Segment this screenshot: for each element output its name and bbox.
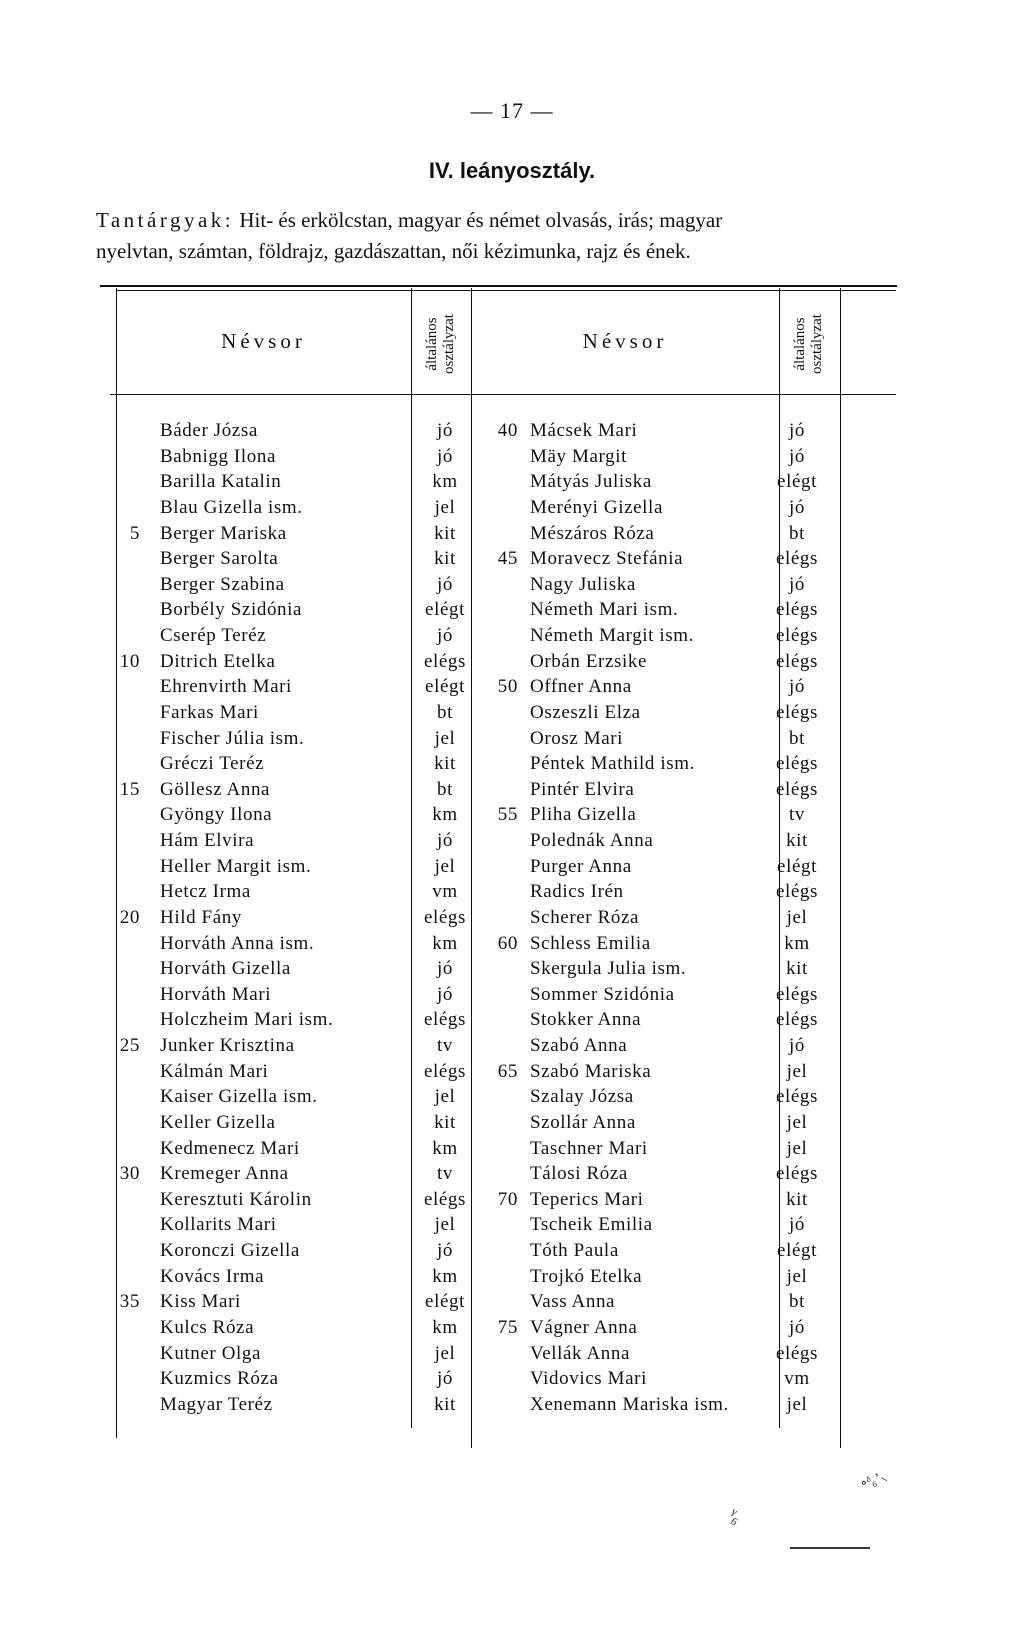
grade-value: elégt	[425, 599, 465, 621]
student-name: Kovács Irma	[160, 1265, 265, 1287]
student-name: Orosz Mari	[530, 727, 624, 749]
grade-value: jó	[789, 420, 805, 441]
row-number: 5	[129, 522, 140, 544]
student-name: Moravecz Stefánia	[530, 548, 684, 570]
student-name: Péntek Mathild ism.	[530, 753, 695, 775]
grade-value: elégt	[777, 1240, 817, 1261]
table-row	[478, 982, 858, 1008]
grade-value: jó	[789, 496, 805, 518]
table-row	[478, 444, 858, 470]
student-name: Borbély Szidónia	[160, 599, 303, 621]
student-name: Szollár Anna	[530, 1111, 636, 1133]
grade-value: tv	[789, 804, 805, 826]
student-name: Kálmán Mari	[160, 1060, 269, 1082]
grade-value: jel	[434, 1342, 456, 1364]
table-row	[478, 1007, 858, 1033]
header-grade-right	[779, 300, 839, 388]
table-row	[478, 931, 858, 957]
table-row	[100, 521, 480, 547]
grade-value: vm	[432, 881, 458, 903]
grade-value: elégs	[775, 625, 819, 646]
table-row	[478, 1289, 858, 1315]
student-name: Merényi Gizella	[530, 496, 663, 518]
student-name: Koronczi Gizella	[160, 1240, 300, 1261]
student-name: Skergula Julia ism.	[530, 958, 687, 980]
table-row	[478, 649, 858, 675]
header-grade-left-line1: általános	[423, 317, 440, 371]
row-number: 75	[497, 1316, 518, 1338]
row-number: 35	[119, 1291, 140, 1313]
grade-value: kit	[434, 1393, 456, 1415]
grade-value: jel	[786, 1137, 808, 1159]
grade-value: elégt	[777, 471, 817, 493]
table-row	[478, 674, 858, 700]
student-name: Heller Margit ism.	[160, 855, 312, 877]
header-grade-left-line2: osztályzat	[440, 314, 457, 374]
table-row	[478, 546, 858, 572]
table-row	[478, 1238, 858, 1264]
subjects-line-1	[96, 205, 896, 236]
grade-value: jó	[789, 1035, 805, 1056]
row-number: 15	[119, 778, 140, 800]
student-name: Németh Margit ism.	[530, 625, 695, 646]
grade-value: elégs	[423, 650, 467, 672]
row-number: 10	[119, 650, 140, 672]
table-row	[478, 802, 858, 828]
student-name: Gyöngy Ilona	[160, 804, 273, 826]
grade-value: elégt	[777, 855, 817, 877]
grade-value: jó	[437, 1240, 453, 1261]
student-name: Offner Anna	[530, 676, 632, 698]
student-name: Barilla Katalin	[160, 471, 282, 493]
student-name: Horváth Gizella	[160, 958, 291, 980]
table-row	[478, 726, 858, 752]
student-name: Junker Krisztina	[160, 1035, 295, 1056]
table-row	[478, 1264, 858, 1290]
student-name: Pintér Elvira	[530, 778, 635, 800]
table-row	[100, 879, 480, 905]
table-row	[478, 418, 858, 444]
student-name: Orbán Erzsike	[530, 650, 648, 672]
grade-value: elégt	[425, 1291, 465, 1313]
student-name: Pliha Gizella	[530, 804, 637, 826]
grade-value: tv	[437, 1035, 453, 1056]
grade-value: elégt	[425, 676, 465, 698]
grade-value: jel	[786, 906, 808, 928]
student-name: Oszeszli Elza	[530, 701, 641, 723]
table-row	[478, 1110, 858, 1136]
student-name: Mäy Margit	[530, 445, 627, 467]
table-row	[100, 1161, 480, 1187]
table-row	[100, 674, 480, 700]
grade-value: jó	[789, 1316, 805, 1338]
header-grade-right-line1: általános	[791, 317, 808, 371]
table-row	[478, 1187, 858, 1213]
left-column	[100, 418, 480, 1417]
table-row	[100, 418, 480, 444]
student-name: Scherer Róza	[530, 906, 640, 928]
corner-scribble-2: ᵞ₆	[725, 1503, 747, 1527]
grade-value: elégs	[775, 650, 819, 672]
section-title: IV. leányosztály.	[428, 158, 596, 183]
student-name: Ditrich Etelka	[160, 650, 276, 672]
table-row	[100, 1238, 480, 1264]
table-row	[100, 1059, 480, 1085]
header-name-right: Névsor	[582, 329, 668, 353]
student-name: Ehrenvirth Mari	[160, 676, 292, 698]
table-row	[478, 879, 858, 905]
student-name: Blau Gizella ism.	[160, 496, 303, 518]
grade-value: bt	[789, 522, 805, 544]
table-row	[100, 1033, 480, 1059]
grade-value: elégs	[775, 1086, 819, 1108]
subjects-text-1: Hit- és erkölcstan, magyar és német olvasás, irás; magyar	[234, 208, 723, 232]
grade-value: jel	[786, 1060, 808, 1082]
grade-value: kit	[434, 753, 456, 775]
table-row	[478, 495, 858, 521]
table-row	[478, 777, 858, 803]
student-name: Kuzmics Róza	[160, 1368, 279, 1390]
table-row	[100, 931, 480, 957]
student-name: Németh Mari ism.	[530, 599, 679, 621]
student-name: Kremeger Anna	[160, 1163, 289, 1185]
table-row	[478, 521, 858, 547]
table-row	[100, 1341, 480, 1367]
student-name: Purger Anna	[530, 855, 632, 877]
grade-value: jel	[434, 855, 456, 877]
grade-value: km	[432, 1137, 458, 1159]
student-name: Keller Gizella	[160, 1111, 276, 1133]
student-name: Berger Mariska	[160, 522, 287, 544]
table-row	[478, 905, 858, 931]
row-number: 30	[119, 1163, 140, 1185]
student-name: Hám Elvira	[160, 830, 255, 851]
grade-value: jó	[789, 445, 805, 467]
grade-value: elégs	[775, 778, 819, 800]
student-name: Kollarits Mari	[160, 1214, 277, 1236]
table-row	[100, 1366, 480, 1392]
grade-value: kit	[786, 958, 808, 980]
grade-value: jel	[434, 1214, 456, 1236]
grade-value: bt	[437, 778, 453, 800]
student-name: Tscheik Emilia	[530, 1214, 653, 1236]
student-name: Vass Anna	[530, 1291, 616, 1313]
student-name: Stokker Anna	[530, 1009, 642, 1031]
grade-value: bt	[789, 727, 805, 749]
grade-value: jel	[786, 1265, 808, 1287]
table-row	[100, 623, 480, 649]
table-row	[478, 1161, 858, 1187]
row-number: 50	[497, 676, 518, 698]
student-name: Kaiser Gizella ism.	[160, 1086, 318, 1108]
student-name: Xenemann Mariska ism.	[530, 1393, 729, 1415]
grade-value: jel	[786, 1393, 808, 1415]
student-name: Gréczi Teréz	[160, 753, 265, 775]
table-row	[100, 1212, 480, 1238]
grade-value: elégs	[423, 906, 467, 928]
grade-value: kit	[786, 830, 808, 851]
table-row	[100, 1264, 480, 1290]
grade-value: jel	[786, 1111, 808, 1133]
student-name: Trojkó Etelka	[530, 1265, 643, 1287]
table-row	[478, 1059, 858, 1085]
grade-value: jó	[789, 1214, 805, 1236]
student-name: Horváth Anna ism.	[160, 932, 315, 954]
student-name: Vágner Anna	[530, 1316, 638, 1338]
grade-value: kit	[434, 522, 456, 544]
header-name-left: Névsor	[221, 329, 306, 353]
grade-value: jel	[434, 496, 456, 518]
table-row	[478, 469, 858, 495]
table-row	[100, 751, 480, 777]
grade-value: km	[432, 471, 458, 493]
table-row	[478, 1366, 858, 1392]
student-name: Kulcs Róza	[160, 1316, 255, 1338]
student-name: Mácsek Mari	[530, 420, 638, 441]
table-row	[478, 1341, 858, 1367]
table-row	[100, 1187, 480, 1213]
table-row	[478, 700, 858, 726]
table-row	[478, 1212, 858, 1238]
table-row	[478, 1392, 858, 1418]
table-row	[100, 982, 480, 1008]
grade-value: elégs	[775, 1163, 819, 1185]
student-name: Hild Fány	[160, 906, 242, 928]
student-name: Kutner Olga	[160, 1342, 262, 1364]
table-row	[100, 777, 480, 803]
grade-value: elégs	[775, 548, 819, 570]
subjects-label: Tantárgyak:	[96, 208, 235, 232]
grade-value: elégs	[775, 881, 819, 903]
corner-scribble: ∘ᵟ₆ʼ⸜	[858, 1469, 890, 1492]
grade-value: jó	[437, 830, 453, 851]
grade-value: elégs	[775, 1009, 819, 1031]
grade-value: elégs	[775, 1342, 819, 1364]
table-row	[100, 1007, 480, 1033]
table-row	[478, 854, 858, 880]
grade-value: jó	[437, 625, 453, 646]
grade-value: jel	[434, 727, 456, 749]
grade-value: kit	[786, 1188, 808, 1210]
grade-value: elégs	[423, 1009, 467, 1031]
student-name: Cserép Teréz	[160, 625, 267, 646]
student-name: Vellák Anna	[530, 1342, 630, 1364]
table-row	[478, 623, 858, 649]
student-name: Taschner Mari	[530, 1137, 648, 1159]
student-name: Báder Józsa	[160, 420, 258, 441]
student-name: Keresztuti Károlin	[160, 1188, 312, 1210]
grade-value: jel	[434, 1086, 456, 1108]
row-number: 40	[497, 420, 518, 441]
student-name: Nagy Juliska	[530, 573, 636, 595]
grade-value: jó	[437, 958, 453, 980]
student-name: Polednák Anna	[530, 830, 654, 851]
student-name: Tóth Paula	[530, 1240, 619, 1261]
table-row	[100, 828, 480, 854]
table-row	[100, 469, 480, 495]
student-name: Tepericѕ Mari	[530, 1188, 644, 1210]
table-row	[100, 802, 480, 828]
grade-value: vm	[784, 1368, 810, 1390]
grade-value: tv	[437, 1163, 453, 1185]
subjects-line-2: nyelvtan, számtan, földrajz, gazdászattan, női kézimunka, rajz és ének.	[96, 239, 691, 263]
grade-value: elégs	[775, 599, 819, 621]
table-top-rule	[100, 285, 897, 287]
student-name: Szabó Mariska	[530, 1060, 652, 1082]
right-column	[478, 418, 858, 1417]
student-name: Szalay Józsa	[530, 1086, 634, 1108]
table-row	[100, 546, 480, 572]
student-name: Radics Irén	[530, 881, 624, 903]
table-row	[478, 956, 858, 982]
row-number: 65	[497, 1060, 518, 1082]
table-row	[100, 1392, 480, 1418]
row-number: 25	[119, 1035, 140, 1056]
grade-value: jó	[789, 573, 805, 595]
table-row	[100, 1289, 480, 1315]
table-row	[478, 1033, 858, 1059]
table-row	[100, 1136, 480, 1162]
table-row	[100, 700, 480, 726]
table-row	[100, 854, 480, 880]
corner-dash	[790, 1547, 870, 1549]
row-number: 70	[497, 1188, 518, 1210]
student-name: Magyar Teréz	[160, 1393, 273, 1415]
grade-value: bt	[437, 701, 453, 723]
grade-value: elégs	[423, 1188, 467, 1210]
table-row	[100, 495, 480, 521]
page-number: — 17 —	[470, 98, 554, 123]
student-name: Mészáros Róza	[530, 522, 655, 544]
table-row	[478, 572, 858, 598]
table-row	[478, 828, 858, 854]
table-row	[100, 1084, 480, 1110]
student-name: Sommer Szidónia	[530, 983, 675, 1005]
grade-value: kit	[434, 548, 456, 570]
grade-value: bt	[789, 1291, 805, 1313]
table-row	[100, 597, 480, 623]
grade-value: kit	[434, 1111, 456, 1133]
table-row	[478, 751, 858, 777]
row-number: 60	[497, 932, 518, 954]
table-row	[100, 572, 480, 598]
student-name: Vidovics Mari	[530, 1368, 647, 1390]
student-name: Tálosi Róza	[530, 1163, 628, 1185]
student-name: Fischer Júlia ism.	[160, 727, 305, 749]
table-row	[478, 597, 858, 623]
student-name: Berger Sarolta	[160, 548, 279, 570]
student-name: Schless Emilia	[530, 932, 651, 954]
table-row	[478, 1315, 858, 1341]
grade-value: jó	[437, 420, 453, 441]
student-name: Berger Szabina	[160, 573, 285, 595]
table-row	[100, 726, 480, 752]
student-name: Farkas Mari	[160, 701, 259, 723]
row-number: 20	[119, 906, 140, 928]
header-grade-left	[411, 300, 471, 388]
student-name: Horváth Mari	[160, 983, 272, 1005]
grade-value: elégs	[423, 1060, 467, 1082]
grade-value: jó	[437, 983, 453, 1005]
grade-value: elégs	[775, 983, 819, 1005]
grade-value: jó	[437, 445, 453, 467]
student-name: Mátyás Juliska	[530, 471, 652, 493]
grade-value: km	[432, 1316, 458, 1338]
grade-value: jó	[437, 1368, 453, 1390]
table-row	[100, 1315, 480, 1341]
grade-value: jó	[789, 676, 805, 698]
table-row	[478, 1136, 858, 1162]
table-row	[100, 444, 480, 470]
grade-value: elégs	[775, 701, 819, 723]
table-row	[100, 905, 480, 931]
table-row	[100, 1110, 480, 1136]
student-name: Kiss Mari	[160, 1291, 241, 1313]
header-grade-right-line2: osztályzat	[808, 314, 825, 374]
student-name: Göllesz Anna	[160, 778, 271, 800]
student-name: Holczheim Mari ism.	[160, 1009, 334, 1031]
table-row	[100, 649, 480, 675]
grade-value: jó	[437, 573, 453, 595]
grade-value: km	[432, 932, 458, 954]
student-name: Szabó Anna	[530, 1035, 628, 1056]
grade-value: elégs	[775, 753, 819, 775]
student-name: Kedmenecz Mari	[160, 1137, 300, 1159]
student-name: Babnigg Ilona	[160, 445, 276, 467]
table-row	[478, 1084, 858, 1110]
row-number: 55	[497, 804, 518, 826]
grade-value: km	[784, 932, 810, 954]
student-name: Hetcz Irma	[160, 881, 251, 903]
row-number: 45	[497, 548, 518, 570]
table-row	[100, 956, 480, 982]
grade-value: km	[432, 1265, 458, 1287]
grade-value: km	[432, 804, 458, 826]
